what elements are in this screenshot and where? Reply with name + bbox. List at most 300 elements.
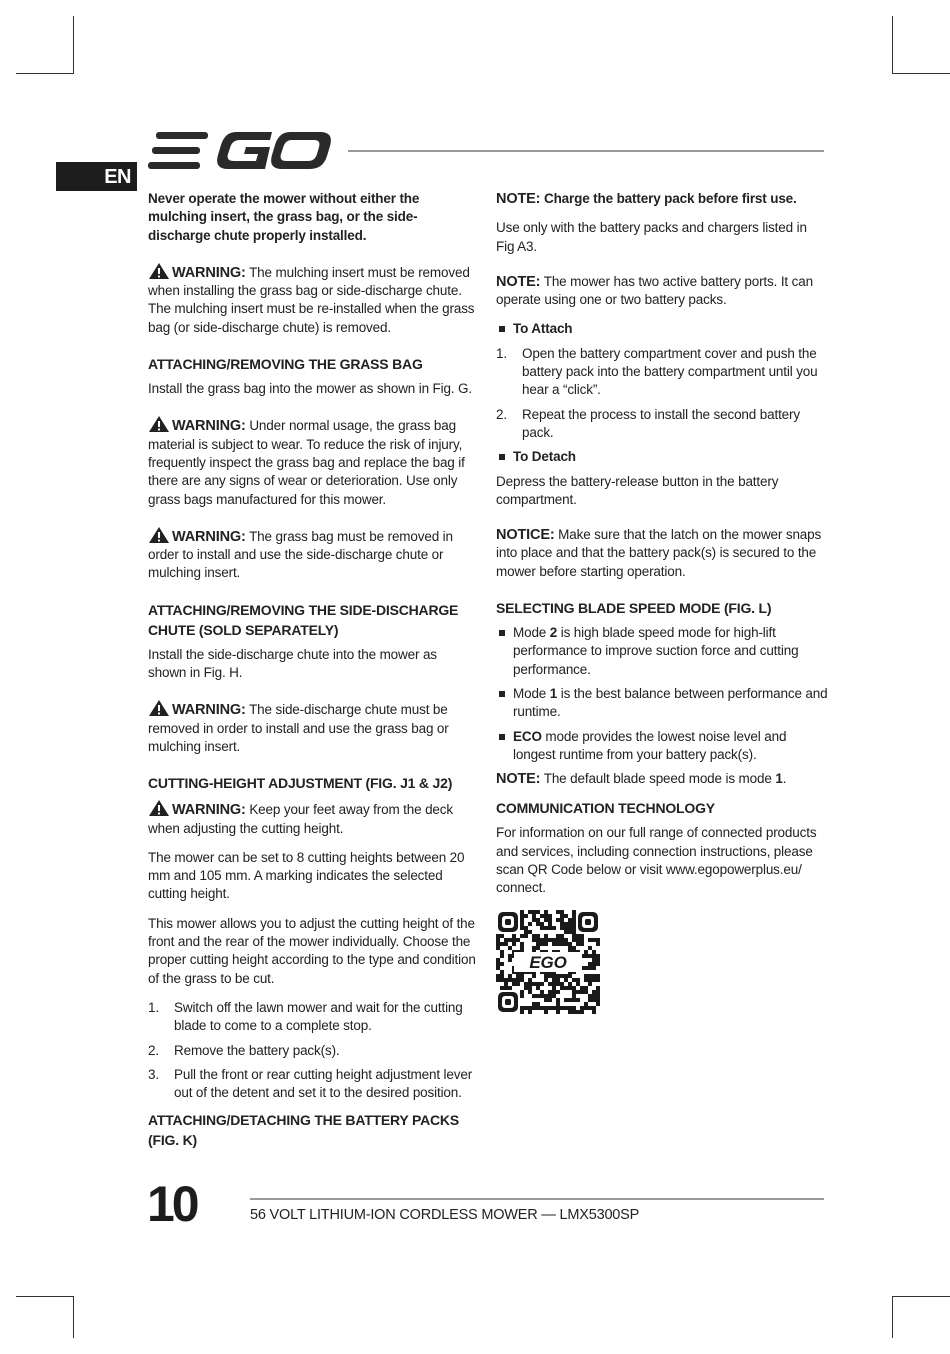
section-heading: SELECTING BLADE SPEED MODE (FIG. L) [496, 600, 772, 617]
crop-mark [73, 16, 74, 74]
warning-paragraph [148, 526, 478, 583]
qr-module [548, 990, 552, 994]
qr-module [552, 938, 556, 942]
qr-module [520, 914, 524, 918]
intro-warning-text: Never operate the mower without either the mulching insert, the grass bag, or the side-discharge chute properly installed. [148, 191, 420, 243]
qr-module [516, 982, 520, 986]
notice-label: NOTICE: [496, 527, 555, 544]
qr-module [564, 942, 568, 946]
qr-module [532, 974, 536, 978]
qr-module [520, 978, 524, 982]
qr-module [544, 934, 548, 938]
qr-module [588, 966, 592, 970]
qr-module [556, 938, 560, 942]
mode-description: is the best balance between performance and runtime. [513, 685, 828, 720]
qr-module [548, 974, 552, 978]
note-text: The mower has two active battery ports. It can operate using one or two battery packs. [496, 273, 813, 308]
blade-mode-list [496, 624, 828, 764]
qr-module [588, 938, 592, 942]
qr-module [592, 950, 596, 954]
qr-module [572, 994, 576, 998]
mode-value: ECO [513, 728, 542, 744]
qr-module [592, 978, 596, 982]
qr-module [532, 994, 536, 998]
qr-module [552, 978, 556, 982]
qr-module [544, 1006, 548, 1010]
note-value: 1 [775, 771, 783, 787]
language-tab: EN [56, 162, 137, 191]
qr-module [556, 942, 560, 946]
qr-module [500, 962, 504, 966]
qr-module [572, 930, 576, 934]
qr-module [512, 942, 516, 946]
qr-module [576, 990, 580, 994]
qr-module [588, 998, 592, 1002]
qr-module [592, 1006, 596, 1010]
qr-module [564, 922, 568, 926]
qr-module [520, 922, 524, 926]
qr-module [568, 998, 572, 1002]
right-column [496, 190, 828, 1014]
qr-module [540, 994, 544, 998]
qr-module [532, 946, 536, 950]
qr-module [556, 918, 560, 922]
square-bullet-icon [499, 326, 505, 332]
qr-module [532, 914, 536, 918]
step-number: 3. [148, 1066, 159, 1082]
qr-module [508, 958, 512, 962]
qr-module [536, 934, 540, 938]
note-punct: . [782, 771, 787, 787]
qr-module [548, 914, 552, 918]
qr-module [584, 954, 588, 958]
qr-module [520, 994, 524, 998]
section-heading: ATTACHING/REMOVING THE GRASS BAG [148, 356, 423, 373]
qr-module [572, 946, 576, 950]
qr-module [572, 998, 576, 1002]
qr-module [528, 990, 532, 994]
step-number: 2. [148, 1042, 159, 1058]
qr-module [596, 994, 600, 998]
qr-module [564, 986, 568, 990]
step-text: Remove the battery pack(s). [174, 1042, 340, 1058]
qr-module [568, 982, 572, 986]
qr-module [544, 974, 548, 978]
qr-module [556, 1002, 560, 1006]
qr-module [588, 946, 592, 950]
qr-module [588, 1006, 592, 1010]
note-paragraph [496, 273, 828, 310]
qr-module [556, 998, 560, 1002]
qr-module [508, 938, 512, 942]
list-item [496, 345, 828, 400]
qr-module [536, 918, 540, 922]
qr-module [560, 926, 564, 930]
qr-module [592, 974, 596, 978]
qr-module [520, 1010, 524, 1014]
qr-module [556, 934, 560, 938]
qr-module [588, 978, 592, 982]
qr-module [560, 938, 564, 942]
qr-module [524, 934, 528, 938]
qr-module [560, 934, 564, 938]
qr-module [592, 990, 596, 994]
page-number: 10 [147, 1176, 197, 1232]
qr-module [584, 966, 588, 970]
qr-module [568, 922, 572, 926]
body-text: Install the grass bag into the mower as shown in Fig. G. [148, 381, 473, 397]
qr-module [508, 978, 512, 982]
qr-module [552, 1006, 556, 1010]
qr-module [556, 974, 560, 978]
qr-module [540, 922, 544, 926]
qr-module [504, 942, 508, 946]
qr-module [596, 942, 600, 946]
qr-module [588, 962, 592, 966]
qr-module [572, 922, 576, 926]
qr-module [532, 918, 536, 922]
qr-module [500, 978, 504, 982]
qr-module [572, 986, 576, 990]
qr-module [584, 950, 588, 954]
qr-module [508, 946, 512, 950]
note-label: NOTE: [496, 191, 541, 207]
crop-mark [892, 1296, 893, 1338]
qr-module [524, 914, 528, 918]
step-number: 1. [148, 999, 159, 1015]
qr-module [576, 982, 580, 986]
qr-module [568, 986, 572, 990]
qr-module [564, 998, 568, 1002]
square-bullet-icon [499, 691, 505, 697]
qr-module [512, 982, 516, 986]
qr-module [548, 982, 552, 986]
notice-paragraph [496, 526, 828, 581]
qr-module [552, 974, 556, 978]
qr-module [556, 1010, 560, 1014]
crop-mark [892, 1296, 950, 1297]
qr-module [512, 978, 516, 982]
crop-mark [16, 73, 74, 74]
qr-module [580, 938, 584, 942]
qr-module [524, 930, 528, 934]
qr-module [544, 994, 548, 998]
crop-mark [892, 73, 950, 74]
qr-module [572, 918, 576, 922]
qr-module [532, 910, 536, 914]
qr-module [528, 910, 532, 914]
qr-module [532, 1002, 536, 1006]
qr-module [536, 1002, 540, 1006]
warning-triangle-icon [148, 415, 170, 433]
qr-module [528, 986, 532, 990]
qr-module [596, 974, 600, 978]
qr-module [544, 926, 548, 930]
mode-word: Mode [513, 625, 547, 641]
qr-module [588, 994, 592, 998]
qr-module [516, 974, 520, 978]
body-text: The mower can be set to 8 cutting heights between 20 mm and 105 mm. A marking indicates the selected cutting height. [148, 849, 465, 902]
crop-mark [892, 16, 893, 74]
notice-text: Make sure that the latch on the mower snaps into place and that the battery pack(s) is secured to the mower before starting operation. [496, 527, 822, 579]
qr-module [536, 910, 540, 914]
qr-module [540, 914, 544, 918]
qr-module [560, 922, 564, 926]
list-item [148, 1042, 478, 1060]
qr-module [576, 1010, 580, 1014]
qr-module [568, 918, 572, 922]
subheading-label: To Detach [513, 449, 576, 465]
qr-module [540, 942, 544, 946]
qr-module [552, 986, 556, 990]
qr-module [532, 938, 536, 942]
qr-module [584, 1006, 588, 1010]
square-bullet-icon [499, 630, 505, 636]
qr-module [540, 938, 544, 942]
warning-text: The grass bag must be removed in order to install and use the side-discharge chute or mulching insert. [148, 528, 453, 581]
header-rule [348, 150, 824, 152]
warning-triangle-icon [148, 799, 170, 817]
qr-module [568, 942, 572, 946]
qr-module [504, 938, 508, 942]
qr-module [544, 910, 548, 914]
qr-module [592, 958, 596, 962]
qr-module [548, 938, 552, 942]
qr-module [500, 934, 504, 938]
qr-module [536, 986, 540, 990]
list-item [496, 685, 828, 722]
qr-module [520, 1006, 524, 1010]
qr-module [556, 978, 560, 982]
note-text: Charge the battery pack before first use. [543, 191, 797, 206]
crop-mark [73, 1296, 74, 1338]
qr-module [564, 926, 568, 930]
qr-module [504, 978, 508, 982]
subheading-to-detach [496, 448, 828, 466]
qr-module [560, 1006, 564, 1010]
qr-module [548, 1006, 552, 1010]
note-label: NOTE: [496, 771, 541, 788]
qr-module [580, 1010, 584, 1014]
note-paragraph [496, 770, 828, 788]
step-text: Repeat the process to install the second battery pack. [522, 406, 800, 440]
qr-module [532, 982, 536, 986]
qr-module [548, 998, 552, 1002]
warning-text: The side-discharge chute must be removed in order to install and use the grass bag or mulching insert. [148, 702, 449, 754]
qr-module [572, 978, 576, 982]
qr-module [576, 938, 580, 942]
qr-module [520, 990, 524, 994]
qr-module [572, 934, 576, 938]
qr-module [564, 930, 568, 934]
qr-module [564, 978, 568, 982]
qr-module [592, 966, 596, 970]
qr-module [596, 998, 600, 1002]
qr-module [544, 1010, 548, 1014]
qr-module [536, 922, 540, 926]
qr-module [500, 970, 504, 974]
qr-module [580, 1006, 584, 1010]
cutting-height-steps [148, 999, 478, 1102]
qr-module [536, 942, 540, 946]
qr-module [572, 926, 576, 930]
qr-module [596, 986, 600, 990]
qr-module [548, 994, 552, 998]
qr-module [552, 994, 556, 998]
mode-value: 1 [549, 685, 558, 701]
qr-module [496, 946, 500, 950]
qr-module [584, 978, 588, 982]
qr-module [596, 978, 600, 982]
qr-logo-text: EGO [529, 952, 567, 972]
qr-module [508, 954, 512, 958]
qr-module [544, 942, 548, 946]
qr-module [580, 942, 584, 946]
qr-module [596, 954, 600, 958]
qr-module [524, 1006, 528, 1010]
qr-module [572, 1006, 576, 1010]
qr-module [544, 978, 548, 982]
qr-module [496, 958, 500, 962]
qr-module [520, 934, 524, 938]
qr-module [560, 974, 564, 978]
qr-module [556, 910, 560, 914]
list-item [496, 624, 828, 679]
section-heading: CUTTING-HEIGHT ADJUSTMENT (FIG. J1 & J2) [148, 775, 453, 792]
qr-module [588, 982, 592, 986]
qr-module [544, 918, 548, 922]
qr-module [576, 978, 580, 982]
qr-module [528, 930, 532, 934]
warning-paragraph [148, 799, 478, 838]
qr-module [544, 998, 548, 1002]
qr-module [592, 954, 596, 958]
qr-module [560, 982, 564, 986]
footer-rule [250, 1198, 824, 1200]
qr-module [512, 934, 516, 938]
qr-module [592, 998, 596, 1002]
qr-module [568, 930, 572, 934]
qr-code[interactable] [496, 910, 600, 1014]
warning-paragraph [148, 415, 478, 508]
qr-module [584, 974, 588, 978]
note-paragraph [496, 190, 828, 208]
qr-module [552, 982, 556, 986]
qr-module [536, 982, 540, 986]
note-text: The default blade speed mode is mode [543, 771, 772, 787]
qr-module [560, 910, 564, 914]
qr-module [568, 926, 572, 930]
subheading-to-attach [496, 320, 828, 338]
qr-module [592, 938, 596, 942]
warning-paragraph [148, 699, 478, 756]
body-text: This mower allows you to adjust the cutting height of the front and the rear of the mower individually. Choose the proper cutting height according to the type and condition of the grass to be cut. [148, 915, 476, 986]
qr-module [588, 954, 592, 958]
qr-module [512, 938, 516, 942]
qr-module [500, 954, 504, 958]
qr-module [540, 990, 544, 994]
qr-module [504, 982, 508, 986]
qr-module [580, 990, 584, 994]
qr-module [576, 942, 580, 946]
qr-module [532, 1006, 536, 1010]
qr-module [516, 978, 520, 982]
qr-module [548, 918, 552, 922]
qr-module [516, 938, 520, 942]
warning-text: The mulching insert must be removed when installing the grass bag or side-discharge chute. The mulching insert must be re-installed when the grass bag (or side-discharge chute) is removed. [148, 264, 475, 335]
qr-module [496, 962, 500, 966]
warning-paragraph [148, 262, 478, 337]
qr-module [552, 926, 556, 930]
qr-module [552, 990, 556, 994]
note-label: NOTE: [496, 273, 541, 290]
qr-module [572, 910, 576, 914]
qr-module [496, 978, 500, 982]
qr-module [528, 1010, 532, 1014]
qr-module [552, 942, 556, 946]
qr-module [496, 942, 500, 946]
qr-module [536, 994, 540, 998]
qr-module [564, 1006, 568, 1010]
qr-module [500, 986, 504, 990]
subheading-label: To Attach [513, 321, 573, 337]
qr-module [576, 998, 580, 1002]
qr-module [564, 914, 568, 918]
qr-module [540, 982, 544, 986]
qr-module [496, 966, 500, 970]
qr-module [520, 926, 524, 930]
qr-module [560, 918, 564, 922]
qr-module [568, 946, 572, 950]
left-column [148, 190, 478, 1156]
qr-module [520, 974, 524, 978]
section-heading: ATTACHING/REMOVING THE SIDE-DISCHARGE CHUTE (SOLD SEPARATELY) [148, 601, 459, 638]
footer-title: 56 VOLT LITHIUM-ION CORDLESS MOWER — LMX5300SP [250, 1207, 640, 1223]
step-number: 2. [496, 406, 507, 422]
qr-module [508, 974, 512, 978]
section-heading: COMMUNICATION TECHNOLOGY [496, 800, 715, 817]
qr-module [572, 1010, 576, 1014]
qr-module [580, 986, 584, 990]
attach-steps [496, 345, 828, 442]
qr-module [560, 986, 564, 990]
body-text: For information on our full range of connected products and services, including connection instructions, please scan QR Code below or visit www.egopowerplus.eu/ connect. [496, 825, 817, 896]
crop-mark [16, 1296, 74, 1297]
qr-module [592, 962, 596, 966]
qr-module [556, 1006, 560, 1010]
qr-module [596, 1002, 600, 1006]
qr-module [592, 1010, 596, 1014]
warning-label: WARNING: [172, 264, 246, 281]
qr-module [568, 974, 572, 978]
qr-module [572, 990, 576, 994]
warning-text: Under normal usage, the grass bag material is subject to wear. To reduce the risk of injury, frequently inspect the grass bag and replace the bag if there are any signs of wear or deterioration. Use only grass bags manufactured for this mower. [148, 418, 465, 507]
body-text: Depress the battery-release button in the battery compartment. [496, 473, 779, 507]
qr-module [584, 1002, 588, 1006]
qr-module [544, 914, 548, 918]
qr-module [568, 1010, 572, 1014]
warning-triangle-icon [148, 526, 170, 544]
qr-module [500, 974, 504, 978]
qr-module [524, 982, 528, 986]
qr-module [596, 938, 600, 942]
qr-module [576, 934, 580, 938]
step-text: Open the battery compartment cover and push the battery pack into the battery compartment until you hear a “click”. [522, 345, 818, 398]
qr-module [520, 946, 524, 950]
qr-module [556, 982, 560, 986]
mode-value: 2 [549, 625, 558, 641]
list-item [496, 728, 828, 765]
